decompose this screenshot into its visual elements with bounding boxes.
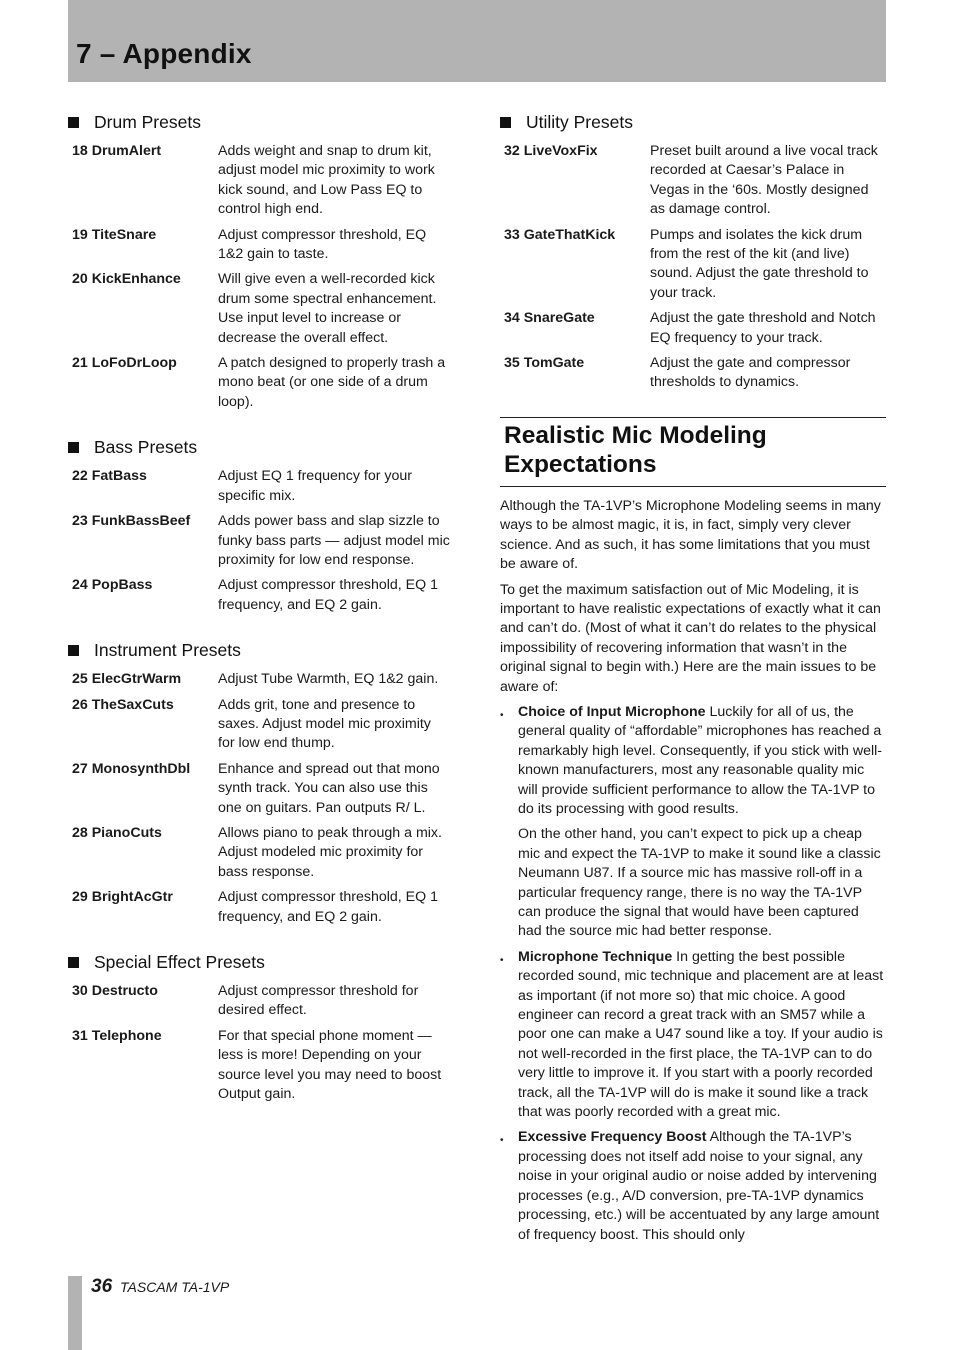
bullet-dot-icon: • bbox=[500, 1135, 504, 1147]
square-bullet-icon bbox=[68, 645, 79, 656]
utility-presets-table bbox=[500, 142, 886, 399]
preset-desc: Adjust compressor threshold, EQ 1 frequency, and EQ 2 gain. bbox=[218, 577, 439, 613]
table-row bbox=[68, 670, 453, 695]
bullet-text: Luckily for all of us, the general quality of “affordable” microphones has reached a remarkably high level. Consequently, if you stick with well-known manufacturers, most any reasonable quality mic will provide sufficient performance to allow the TA-1VP to do its processing with good results. bbox=[518, 703, 883, 817]
drum-presets-heading: Drum Presets bbox=[68, 111, 453, 133]
right-column bbox=[500, 111, 886, 1251]
mic-modeling-title-block bbox=[500, 417, 886, 487]
preset-name: 35 TomGate bbox=[504, 355, 585, 372]
table-row bbox=[500, 226, 886, 310]
preset-name: 28 PianoCuts bbox=[72, 824, 162, 841]
preset-name: 20 KickEnhance bbox=[72, 271, 181, 288]
preset-desc: Adds weight and snap to drum kit, adjust model mic proximity to work kick sound, and Low Pass EQ to control high end. bbox=[218, 143, 435, 218]
preset-name: 26 TheSaxCuts bbox=[72, 696, 174, 713]
preset-desc: Adjust compressor threshold for desired effect. bbox=[218, 983, 419, 1019]
bass-presets-table bbox=[68, 467, 453, 621]
preset-desc: Adjust the gate threshold and Notch EQ frequency to your track. bbox=[650, 310, 876, 346]
page-number: 36 bbox=[91, 1276, 113, 1297]
table-row bbox=[68, 226, 453, 271]
preset-desc: A patch designed to properly trash a mono beat (or one side of a drum loop). bbox=[218, 355, 446, 410]
table-row bbox=[68, 888, 453, 933]
issues-list bbox=[500, 703, 886, 1245]
bullet-subparagraph: On the other hand, you can’t expect to pick up a cheap mic and expect the TA-1VP to make it sound like a classic Neumann U87. If a source mic has massive roll-off in a particular frequency range, there is no way the TA-1VP can produce the signal that would have been captured had the source mic had better response. bbox=[518, 826, 881, 940]
preset-desc: Adjust compressor threshold, EQ 1&2 gain to taste. bbox=[218, 226, 427, 263]
table-row bbox=[68, 512, 453, 576]
table-row bbox=[68, 1027, 453, 1111]
instrument-presets-table bbox=[68, 670, 453, 933]
utility-presets-heading: Utility Presets bbox=[500, 111, 886, 133]
preset-name: 25 ElecGtrWarm bbox=[72, 671, 182, 688]
preset-desc: Preset built around a live vocal track recorded at Caesar’s Palace in Vegas in the ‘60s. Mostly designed as damage control. bbox=[650, 143, 878, 218]
instrument-presets-heading: Instrument Presets bbox=[68, 639, 453, 661]
drum-presets-table bbox=[68, 142, 453, 418]
table-row bbox=[68, 467, 453, 512]
list-item bbox=[500, 1128, 886, 1244]
preset-name: 24 PopBass bbox=[72, 577, 153, 594]
list-item bbox=[500, 703, 886, 942]
mic-modeling-title: Realistic Mic Modeling Expectations bbox=[504, 421, 767, 478]
preset-name: 33 GateThatKick bbox=[504, 226, 616, 243]
table-row bbox=[500, 309, 886, 354]
intro-paragraph: Although the TA-1VP’s Microphone Modeling seems in many ways to be almost magic, it is, in fact, simply very clever science. And as such, it has some limitations that you must be aware of. bbox=[500, 497, 881, 573]
product-model: TASCAM TA-1VP bbox=[120, 1279, 230, 1295]
special-effect-presets-heading: Special Effect Presets bbox=[68, 951, 453, 973]
table-row bbox=[68, 982, 453, 1027]
chapter-header-bar bbox=[68, 0, 886, 82]
preset-name: 27 MonosynthDbl bbox=[72, 760, 191, 777]
page-footer bbox=[91, 1276, 229, 1298]
table-row bbox=[68, 142, 453, 226]
table-row bbox=[68, 696, 453, 760]
preset-name: 29 BrightAcGtr bbox=[72, 889, 173, 906]
preset-desc: Adds power bass and slap sizzle to funky bass parts — adjust model mic proximity for low end response. bbox=[218, 513, 450, 568]
bass-presets-heading: Bass Presets bbox=[68, 436, 453, 458]
preset-desc: Pumps and isolates the kick drum from the rest of the kit (and live) sound. Adjust the gate threshold to your track. bbox=[650, 226, 869, 301]
special-effect-presets-table bbox=[68, 982, 453, 1110]
preset-name: 21 LoFoDrLoop bbox=[72, 355, 177, 372]
bullet-lead: Choice of Input Microphone bbox=[518, 703, 706, 720]
expectations-paragraph: To get the maximum satisfaction out of Mic Modeling, it is important to have realistic expectations of exactly what it can and can’t do. (Most of what it can’t do relates to the physical impossibility of recovering information that wasn’t in the original signal to begin with.) Here are the main issues to be aware of: bbox=[500, 581, 881, 695]
preset-name: 23 FunkBassBeef bbox=[72, 513, 191, 530]
chapter-title: 7 – Appendix bbox=[76, 38, 252, 69]
preset-name: 32 LiveVoxFix bbox=[504, 143, 598, 159]
preset-name: 34 SnareGate bbox=[504, 310, 595, 327]
table-row bbox=[500, 354, 886, 399]
bullet-lead: Microphone Technique bbox=[518, 948, 673, 965]
preset-name: 30 Destructo bbox=[72, 983, 158, 999]
bullet-lead: Excessive Frequency Boost bbox=[518, 1129, 707, 1146]
preset-desc: Adjust EQ 1 frequency for your specific mix. bbox=[218, 468, 412, 504]
preset-desc: For that special phone moment — less is more! Depending on your source level you may need to boost Output gain. bbox=[218, 1027, 442, 1103]
preset-name: 31 Telephone bbox=[72, 1027, 162, 1044]
bullet-text: In getting the best possible recorded sound, mic technique and placement are at least as important (if not more so) that mic choice. A good engineer can record a great track with an SM57 while a poor one can make a U47 sound like a toy. If your audio is not well-recorded in the first place, the TA-1VP can to do very little to improve it. If you start with a poorly recorded track, all the TA-1VP will do is make it sound like a track that was poorly recorded with a great mic. bbox=[518, 948, 884, 1121]
preset-desc: Adjust Tube Warmth, EQ 1&2 gain. bbox=[218, 671, 439, 688]
table-row bbox=[68, 270, 453, 354]
list-item bbox=[500, 948, 886, 1123]
table-row bbox=[68, 354, 453, 418]
preset-desc: Adds grit, tone and presence to saxes. Adjust model mic proximity for low end thump. bbox=[218, 696, 431, 752]
table-row bbox=[68, 576, 453, 621]
bullet-text: Although the TA-1VP’s processing does not itself add noise to your signal, any noise in your original audio or noise added by intervening processes (e.g., A/D conversion, pre-TA-1VP dynamics processing, etc.) will be accentuated by any large amount of frequency boost. This should only bbox=[518, 1129, 880, 1243]
square-bullet-icon bbox=[68, 117, 79, 128]
preset-name: 18 DrumAlert bbox=[72, 143, 162, 159]
preset-desc: Enhance and spread out that mono synth track. You can also use this one on guitars. Pan outputs R/ L. bbox=[218, 760, 440, 816]
preset-desc: Adjust the gate and compressor thresholds to dynamics. bbox=[650, 355, 851, 391]
footer-bar bbox=[68, 1276, 82, 1350]
square-bullet-icon bbox=[68, 442, 79, 453]
left-column bbox=[68, 111, 453, 1128]
preset-name: 22 FatBass bbox=[72, 468, 147, 485]
bullet-dot-icon: • bbox=[500, 954, 504, 966]
preset-desc: Allows piano to peak through a mix. Adjust modeled mic proximity for bass response. bbox=[218, 824, 442, 880]
table-row bbox=[68, 760, 453, 824]
preset-desc: Adjust compressor threshold, EQ 1 frequency, and EQ 2 gain. bbox=[218, 889, 439, 925]
square-bullet-icon bbox=[68, 957, 79, 968]
table-row bbox=[68, 824, 453, 888]
preset-desc: Will give even a well-recorded kick drum some spectral enhancement. Use input level to increase or decrease the overall effect. bbox=[218, 271, 437, 346]
bullet-dot-icon: • bbox=[500, 709, 504, 721]
preset-name: 19 TiteSnare bbox=[72, 226, 157, 243]
square-bullet-icon bbox=[500, 117, 511, 128]
table-row bbox=[500, 142, 886, 226]
